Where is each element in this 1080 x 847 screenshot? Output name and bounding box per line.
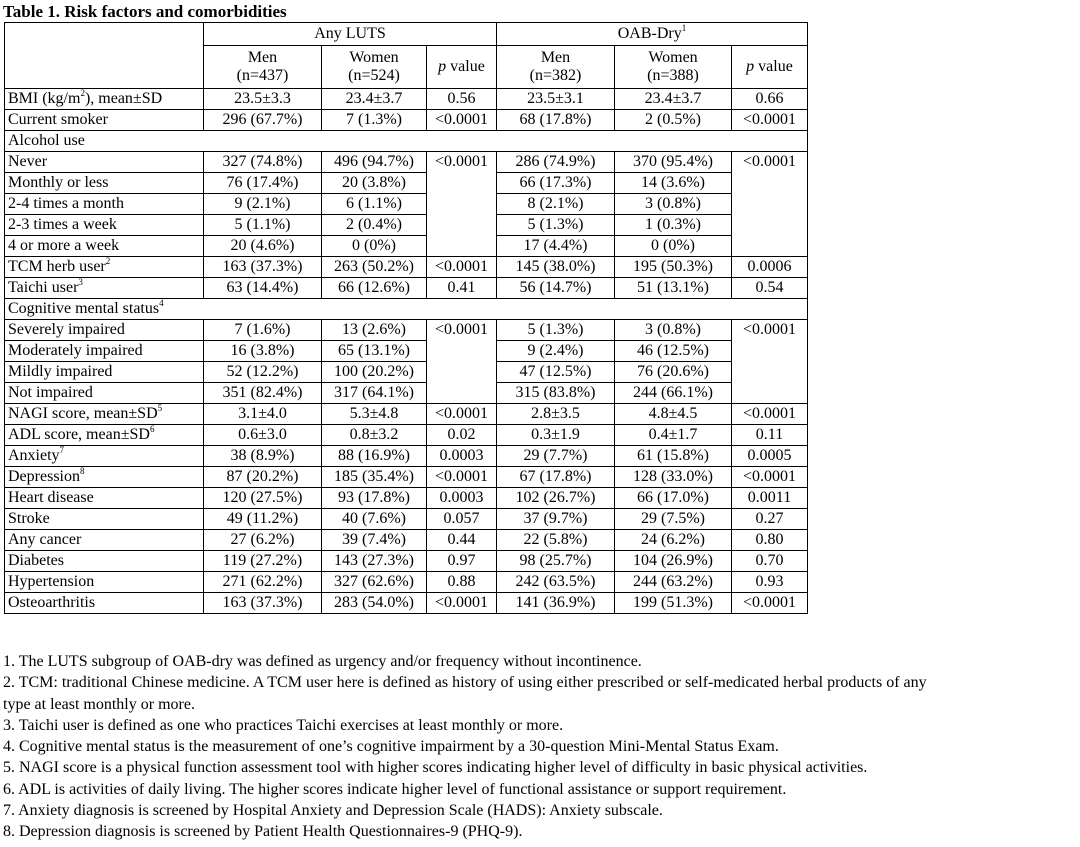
row-label: Not impaired bbox=[5, 383, 204, 404]
row-label: Mildly impaired bbox=[5, 362, 204, 383]
cell-oab-women: 29 (7.5%) bbox=[615, 509, 732, 530]
table-row bbox=[5, 425, 808, 446]
cell-oab-p: 0.27 bbox=[732, 509, 808, 530]
cell-oab-men: 8 (2.1%) bbox=[497, 194, 615, 215]
cell-oab-men: 5 (1.3%) bbox=[497, 215, 615, 236]
table-row bbox=[5, 89, 808, 110]
cell-any-luts-women: 66 (12.6%) bbox=[322, 278, 427, 299]
cell-any-luts-p: <0.0001 bbox=[427, 110, 497, 131]
cell-any-luts-men: 120 (27.5%) bbox=[204, 488, 322, 509]
header-any-luts-p-value: p value bbox=[427, 46, 497, 89]
cell-any-luts-women: 39 (7.4%) bbox=[322, 530, 427, 551]
cell-any-luts-men: 52 (12.2%) bbox=[204, 362, 322, 383]
cell-oab-women: 66 (17.0%) bbox=[615, 488, 732, 509]
section-label-alcohol: Alcohol use bbox=[5, 131, 808, 152]
footnote: 4. Cognitive mental status is the measurement of one’s cognitive impairment by a 30-question Mini-Mental Status Exam. bbox=[3, 738, 779, 756]
table-row bbox=[5, 509, 808, 530]
cell-oab-men: 17 (4.4%) bbox=[497, 236, 615, 257]
cell-oab-women: 23.4±3.7 bbox=[615, 89, 732, 110]
cell-oab-men: 23.5±3.1 bbox=[497, 89, 615, 110]
row-label: Taichi user$^3$ bbox=[5, 278, 204, 299]
table-row bbox=[5, 467, 808, 488]
cell-any-luts-p: 0.0003 bbox=[427, 446, 497, 467]
cell-any-luts-women: 88 (16.9%) bbox=[322, 446, 427, 467]
header-oab-p-value: p value bbox=[732, 46, 808, 89]
cell-oab-men: 68 (17.8%) bbox=[497, 110, 615, 131]
row-label: Any cancer bbox=[5, 530, 204, 551]
cell-oab-p: <0.0001 bbox=[732, 152, 808, 257]
cell-oab-p: 0.54 bbox=[732, 278, 808, 299]
table-row bbox=[5, 152, 808, 173]
cell-oab-p: 0.11 bbox=[732, 425, 808, 446]
cell-oab-women: 244 (63.2%) bbox=[615, 572, 732, 593]
cell-any-luts-p: 0.41 bbox=[427, 278, 497, 299]
row-label: Current smoker bbox=[5, 110, 204, 131]
cell-oab-men: 66 (17.3%) bbox=[497, 173, 615, 194]
table-row bbox=[5, 404, 808, 425]
cell-oab-women: 61 (15.8%) bbox=[615, 446, 732, 467]
cell-oab-women: 76 (20.6%) bbox=[615, 362, 732, 383]
cell-oab-women: 4.8±4.5 bbox=[615, 404, 732, 425]
cell-any-luts-p: 0.97 bbox=[427, 551, 497, 572]
cell-oab-men: 67 (17.8%) bbox=[497, 467, 615, 488]
row-label: Anxiety$^7$ bbox=[5, 446, 204, 467]
cell-any-luts-men: 20 (4.6%) bbox=[204, 236, 322, 257]
section-row bbox=[5, 299, 808, 320]
cell-oab-women: 46 (12.5%) bbox=[615, 341, 732, 362]
cell-any-luts-p: <0.0001 bbox=[427, 593, 497, 614]
cell-any-luts-women: 317 (64.1%) bbox=[322, 383, 427, 404]
risk-factors-table bbox=[4, 22, 808, 614]
row-label: Never bbox=[5, 152, 204, 173]
cell-any-luts-men: 271 (62.2%) bbox=[204, 572, 322, 593]
cell-any-luts-women: 5.3±4.8 bbox=[322, 404, 427, 425]
row-label: NAGI score, $mean\pm SD^5$ bbox=[5, 404, 204, 425]
cell-any-luts-women: 327 (62.6%) bbox=[322, 572, 427, 593]
cell-any-luts-men: 38 (8.9%) bbox=[204, 446, 322, 467]
row-label: 4 or more a week bbox=[5, 236, 204, 257]
table-row bbox=[5, 278, 808, 299]
table-row bbox=[5, 320, 808, 341]
row-label: ADL score, $mean\pm SD^6$ bbox=[5, 425, 204, 446]
row-label: Moderately impaired bbox=[5, 341, 204, 362]
cell-oab-men: 141 (36.9%) bbox=[497, 593, 615, 614]
cell-any-luts-women: 0.8±3.2 bbox=[322, 425, 427, 446]
cell-any-luts-p: 0.88 bbox=[427, 572, 497, 593]
row-label: Diabetes bbox=[5, 551, 204, 572]
footnote: 5. NAGI score is a physical function assessment tool with higher scores indicating higher level of difficulty in basic physical activities. bbox=[3, 759, 868, 777]
section-row bbox=[5, 131, 808, 152]
row-label: Hypertension bbox=[5, 572, 204, 593]
cell-oab-p: <0.0001 bbox=[732, 110, 808, 131]
cell-oab-women: 0 (0%) bbox=[615, 236, 732, 257]
cell-oab-p: 0.0005 bbox=[732, 446, 808, 467]
row-label: Stroke bbox=[5, 509, 204, 530]
cell-oab-women: 104 (26.9%) bbox=[615, 551, 732, 572]
cell-oab-men: 22 (5.8%) bbox=[497, 530, 615, 551]
cell-oab-women: 3 (0.8%) bbox=[615, 320, 732, 341]
group-header-any-luts: Any LUTS bbox=[204, 23, 497, 46]
cell-any-luts-men: 0.6±3.0 bbox=[204, 425, 322, 446]
cell-oab-men: 98 (25.7%) bbox=[497, 551, 615, 572]
cell-oab-men: 315 (83.8%) bbox=[497, 383, 615, 404]
cell-any-luts-men: 7 (1.6%) bbox=[204, 320, 322, 341]
row-label: Heart disease bbox=[5, 488, 204, 509]
cell-any-luts-women: 40 (7.6%) bbox=[322, 509, 427, 530]
group-header-oab-dry: OAB-Dry$^1$ bbox=[497, 23, 808, 46]
group-header-row bbox=[5, 23, 808, 46]
cell-oab-women: 51 (13.1%) bbox=[615, 278, 732, 299]
footnote: type at least monthly or more. bbox=[3, 695, 195, 713]
cell-any-luts-women: 263 (50.2%) bbox=[322, 257, 427, 278]
row-label: Severely impaired bbox=[5, 320, 204, 341]
cell-oab-men: 29 (7.7%) bbox=[497, 446, 615, 467]
cell-oab-p: 0.93 bbox=[732, 572, 808, 593]
row-label: BMI $(kg/m^2)$, mean±SD bbox=[5, 89, 204, 110]
cell-oab-men: 2.8±3.5 bbox=[497, 404, 615, 425]
cell-any-luts-p: 0.56 bbox=[427, 89, 497, 110]
cell-oab-p: 0.66 bbox=[732, 89, 808, 110]
cell-oab-women: 24 (6.2%) bbox=[615, 530, 732, 551]
footnote: 2. TCM: traditional Chinese medicine. A TCM user here is defined as history of using either prescribed or self-medicated herbal products of any bbox=[3, 674, 927, 692]
table-row bbox=[5, 257, 808, 278]
row-label: Osteoarthritis bbox=[5, 593, 204, 614]
table-row bbox=[5, 446, 808, 467]
cell-any-luts-women: 13 (2.6%) bbox=[322, 320, 427, 341]
cell-any-luts-men: 76 (17.4%) bbox=[204, 173, 322, 194]
cell-oab-men: 286 (74.9%) bbox=[497, 152, 615, 173]
cell-oab-men: 9 (2.4%) bbox=[497, 341, 615, 362]
row-label: 2-3 times a week bbox=[5, 215, 204, 236]
cell-oab-men: 102 (26.7%) bbox=[497, 488, 615, 509]
cell-oab-men: 0.3±1.9 bbox=[497, 425, 615, 446]
footnote: 8. Depression diagnosis is screened by Patient Health Questionnaires-9 (PHQ-9). bbox=[3, 823, 523, 841]
cell-any-luts-men: 87 (20.2%) bbox=[204, 467, 322, 488]
row-label: Depression$^8$ bbox=[5, 467, 204, 488]
footnotes bbox=[3, 651, 1077, 843]
footnote: 3. Taichi user is defined as one who practices Taichi exercises at least monthly or more. bbox=[3, 716, 564, 734]
cell-oab-men: 5 (1.3%) bbox=[497, 320, 615, 341]
cell-any-luts-men: 5 (1.1%) bbox=[204, 215, 322, 236]
footnote: 6. ADL is activities of daily living. The higher scores indicate higher level of functional assistance or support requirement. bbox=[3, 780, 787, 798]
cell-any-luts-p: 0.0003 bbox=[427, 488, 497, 509]
cell-oab-women: 14 (3.6%) bbox=[615, 173, 732, 194]
row-label: Monthly or less bbox=[5, 173, 204, 194]
table-row bbox=[5, 194, 808, 215]
cell-any-luts-women: 283 (54.0%) bbox=[322, 593, 427, 614]
cell-any-luts-women: 2 (0.4%) bbox=[322, 215, 427, 236]
cell-any-luts-women: 20 (3.8%) bbox=[322, 173, 427, 194]
cell-oab-women: 128 (33.0%) bbox=[615, 467, 732, 488]
cell-oab-p: 0.70 bbox=[732, 551, 808, 572]
cell-oab-p: <0.0001 bbox=[732, 593, 808, 614]
cell-any-luts-p: <0.0001 bbox=[427, 152, 497, 257]
cell-any-luts-women: 185 (35.4%) bbox=[322, 467, 427, 488]
table-row bbox=[5, 173, 808, 194]
cell-oab-p: <0.0001 bbox=[732, 404, 808, 425]
cell-any-luts-men: 23.5±3.3 bbox=[204, 89, 322, 110]
cell-oab-women: 199 (51.3%) bbox=[615, 593, 732, 614]
cell-any-luts-women: 496 (94.7%) bbox=[322, 152, 427, 173]
row-label: 2-4 times a month bbox=[5, 194, 204, 215]
cell-any-luts-men: 27 (6.2%) bbox=[204, 530, 322, 551]
cell-oab-men: 242 (63.5%) bbox=[497, 572, 615, 593]
cell-oab-men: 47 (12.5%) bbox=[497, 362, 615, 383]
table-row bbox=[5, 551, 808, 572]
table-row bbox=[5, 383, 808, 404]
footnote: 1. The LUTS subgroup of OAB-dry was defined as urgency and/or frequency without incontinence. bbox=[3, 653, 642, 670]
cell-oab-women: 370 (95.4%) bbox=[615, 152, 732, 173]
table-row bbox=[5, 362, 808, 383]
table-row bbox=[5, 530, 808, 551]
cell-oab-p: 0.80 bbox=[732, 530, 808, 551]
table-row bbox=[5, 110, 808, 131]
cell-any-luts-women: 7 (1.3%) bbox=[322, 110, 427, 131]
table-row bbox=[5, 593, 808, 614]
header-oab-women: Women (n=388) bbox=[615, 46, 732, 89]
cell-oab-women: 1 (0.3%) bbox=[615, 215, 732, 236]
cell-any-luts-women: 65 (13.1%) bbox=[322, 341, 427, 362]
cell-oab-men: 37 (9.7%) bbox=[497, 509, 615, 530]
cell-any-luts-men: 119 (27.2%) bbox=[204, 551, 322, 572]
cell-any-luts-men: 63 (14.4%) bbox=[204, 278, 322, 299]
cell-any-luts-men: 9 (2.1%) bbox=[204, 194, 322, 215]
cell-any-luts-men: 327 (74.8%) bbox=[204, 152, 322, 173]
cell-any-luts-men: 351 (82.4%) bbox=[204, 383, 322, 404]
cell-any-luts-p: <0.0001 bbox=[427, 404, 497, 425]
table-row bbox=[5, 341, 808, 362]
cell-oab-p: 0.0011 bbox=[732, 488, 808, 509]
cell-any-luts-p: 0.44 bbox=[427, 530, 497, 551]
table-caption: Table 1. Risk factors and comorbidities bbox=[3, 2, 287, 21]
header-corner-cell bbox=[5, 23, 204, 89]
cell-any-luts-men: 3.1±4.0 bbox=[204, 404, 322, 425]
cell-any-luts-p: <0.0001 bbox=[427, 257, 497, 278]
cell-oab-women: 244 (66.1%) bbox=[615, 383, 732, 404]
table-row bbox=[5, 236, 808, 257]
footnote: 7. Anxiety diagnosis is screened by Hospital Anxiety and Depression Scale (HADS): Anxiety subscale. bbox=[3, 802, 663, 820]
header-any-luts-women: Women (n=524) bbox=[322, 46, 427, 89]
cell-oab-men: 145 (38.0%) bbox=[497, 257, 615, 278]
cell-oab-women: 3 (0.8%) bbox=[615, 194, 732, 215]
cell-any-luts-p: 0.057 bbox=[427, 509, 497, 530]
cell-oab-women: 2 (0.5%) bbox=[615, 110, 732, 131]
cell-any-luts-women: 93 (17.8%) bbox=[322, 488, 427, 509]
table-row bbox=[5, 488, 808, 509]
section-label-cognitive: Cognitive mental status$^4$ bbox=[5, 299, 808, 320]
cell-any-luts-women: 23.4±3.7 bbox=[322, 89, 427, 110]
header-any-luts-men: Men (n=437) bbox=[204, 46, 322, 89]
cell-oab-p: 0.0006 bbox=[732, 257, 808, 278]
cell-oab-women: 0.4±1.7 bbox=[615, 425, 732, 446]
header-oab-men: Men (n=382) bbox=[497, 46, 615, 89]
cell-any-luts-men: 16 (3.8%) bbox=[204, 341, 322, 362]
cell-oab-p: <0.0001 bbox=[732, 320, 808, 404]
row-label: TCM herb user$^2$ bbox=[5, 257, 204, 278]
cell-any-luts-women: 143 (27.3%) bbox=[322, 551, 427, 572]
footnote-marker: 1 bbox=[681, 22, 687, 33]
table-row bbox=[5, 215, 808, 236]
cell-any-luts-p: <0.0001 bbox=[427, 467, 497, 488]
cell-any-luts-men: 296 (67.7%) bbox=[204, 110, 322, 131]
cell-oab-p: <0.0001 bbox=[732, 467, 808, 488]
cell-any-luts-women: 6 (1.1%) bbox=[322, 194, 427, 215]
cell-any-luts-women: 100 (20.2%) bbox=[322, 362, 427, 383]
cell-any-luts-men: 163 (37.3%) bbox=[204, 257, 322, 278]
cell-oab-women: 195 (50.3%) bbox=[615, 257, 732, 278]
cell-any-luts-p: <0.0001 bbox=[427, 320, 497, 404]
cell-oab-men: 56 (14.7%) bbox=[497, 278, 615, 299]
cell-any-luts-women: 0 (0%) bbox=[322, 236, 427, 257]
cell-any-luts-p: 0.02 bbox=[427, 425, 497, 446]
table-row bbox=[5, 572, 808, 593]
cell-any-luts-men: 49 (11.2%) bbox=[204, 509, 322, 530]
cell-any-luts-men: 163 (37.3%) bbox=[204, 593, 322, 614]
